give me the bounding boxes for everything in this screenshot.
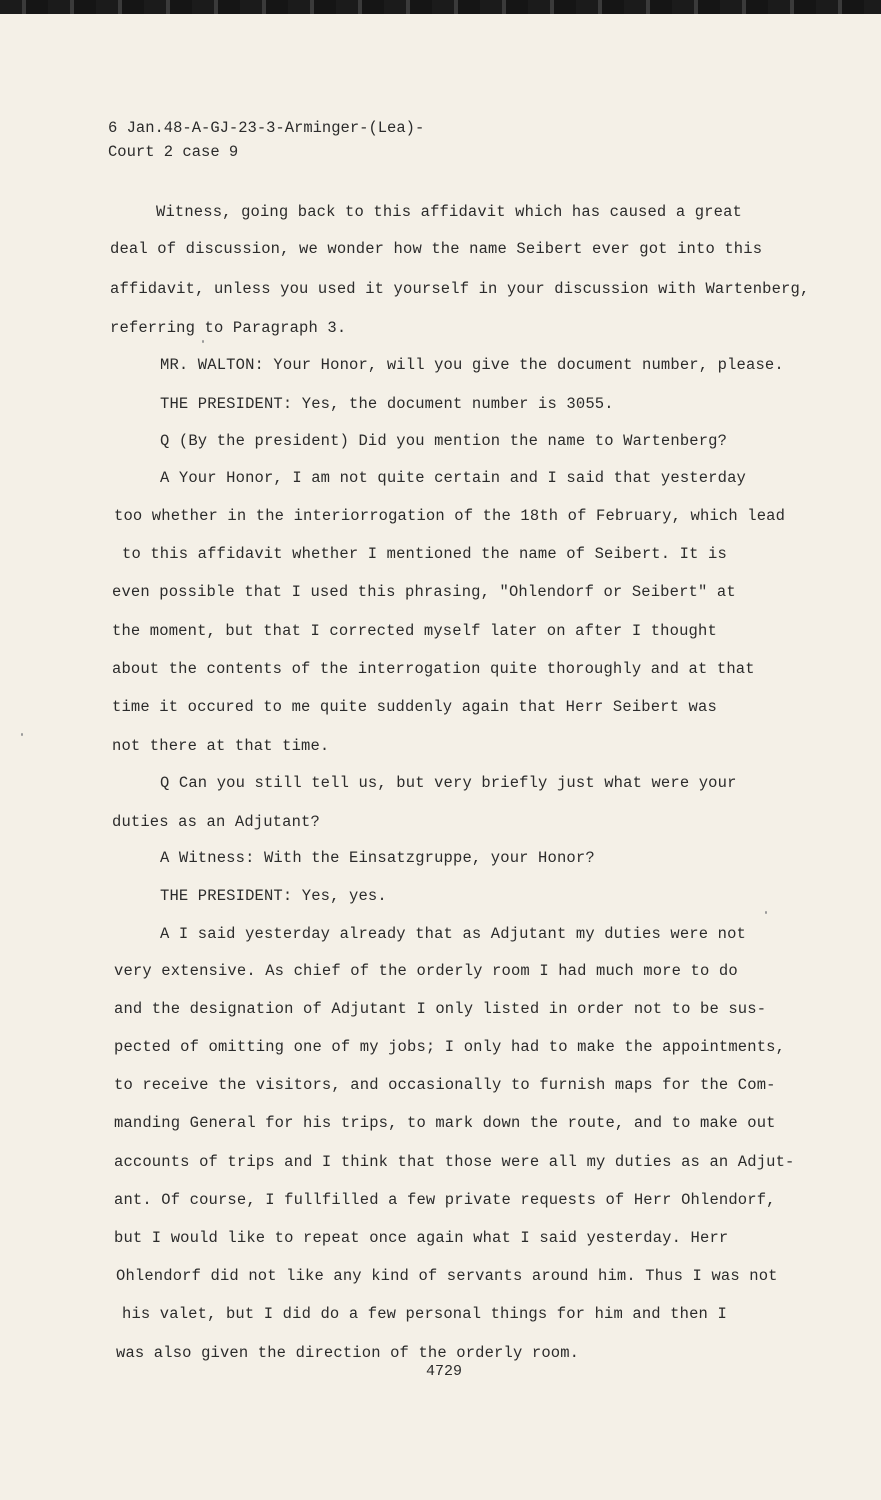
header-reference: 6 Jan.48-A-GJ-23-3-Arminger-(Lea)- bbox=[108, 119, 425, 137]
text-line: and the designation of Adjutant I only listed in order not to be sus- bbox=[114, 1000, 767, 1018]
page-number: 4729 bbox=[426, 1363, 463, 1380]
text-line: the moment, but that I corrected myself later on after I thought bbox=[112, 622, 717, 640]
text-line: was also given the direction of the orderly room. bbox=[116, 1344, 580, 1362]
scan-speck bbox=[21, 733, 23, 736]
header-court-case: Court 2 case 9 bbox=[108, 143, 239, 161]
text-line: his valet, but I did do a few personal things for him and then I bbox=[122, 1305, 727, 1323]
text-line: even possible that I used this phrasing, "Ohlendorf or Seibert" at bbox=[112, 583, 736, 601]
text-line: to this affidavit whether I mentioned the name of Seibert. It is bbox=[122, 545, 727, 563]
text-line: Ohlendorf did not like any kind of servants around him. Thus I was not bbox=[116, 1267, 778, 1285]
text-line: referring to Paragraph 3. bbox=[110, 319, 347, 337]
text-line: very extensive. As chief of the orderly room I had much more to do bbox=[114, 962, 738, 980]
text-line: pected of omitting one of my jobs; I only had to make the appointments, bbox=[114, 1038, 786, 1056]
scan-speck bbox=[202, 340, 204, 343]
text-line: A I said yesterday already that as Adjutant my duties were not bbox=[160, 925, 746, 943]
text-line: too whether in the interiorrogation of the 18th of February, which lead bbox=[114, 507, 786, 525]
text-line: Witness, going back to this affidavit which has caused a great bbox=[156, 203, 742, 221]
text-line: ant. Of course, I fullfilled a few private requests of Herr Ohlendorf, bbox=[114, 1191, 776, 1209]
scan-top-edge bbox=[0, 0, 881, 14]
text-line: THE PRESIDENT: Yes, yes. bbox=[160, 887, 387, 905]
text-line: but I would like to repeat once again what I said yesterday. Herr bbox=[114, 1229, 729, 1247]
text-line: manding General for his trips, to mark down the route, and to make out bbox=[114, 1114, 776, 1132]
text-line: about the contents of the interrogation quite thoroughly and at that bbox=[112, 660, 755, 678]
document-header bbox=[108, 116, 424, 164]
text-line: to receive the visitors, and occasionally to furnish maps for the Com- bbox=[114, 1076, 776, 1094]
text-line: MR. WALTON: Your Honor, will you give the document number, please. bbox=[160, 356, 784, 374]
text-line: deal of discussion, we wonder how the name Seibert ever got into this bbox=[110, 240, 763, 258]
text-line: THE PRESIDENT: Yes, the document number is 3055. bbox=[160, 395, 614, 413]
text-line: duties as an Adjutant? bbox=[112, 813, 320, 831]
text-line: Q Can you still tell us, but very briefly just what were your bbox=[160, 774, 737, 792]
scan-speck bbox=[765, 911, 767, 914]
text-line: A Witness: With the Einsatzgruppe, your Honor? bbox=[160, 849, 595, 867]
text-line: accounts of trips and I think that those were all my duties as an Adjut- bbox=[114, 1153, 795, 1171]
text-line: time it occured to me quite suddenly again that Herr Seibert was bbox=[112, 698, 717, 716]
text-line: A Your Honor, I am not quite certain and I said that yesterday bbox=[160, 469, 746, 487]
text-line: affidavit, unless you used it yourself in your discussion with Wartenberg, bbox=[110, 280, 810, 298]
text-line: Q (By the president) Did you mention the name to Wartenberg? bbox=[160, 432, 728, 450]
text-line: not there at that time. bbox=[112, 737, 330, 755]
